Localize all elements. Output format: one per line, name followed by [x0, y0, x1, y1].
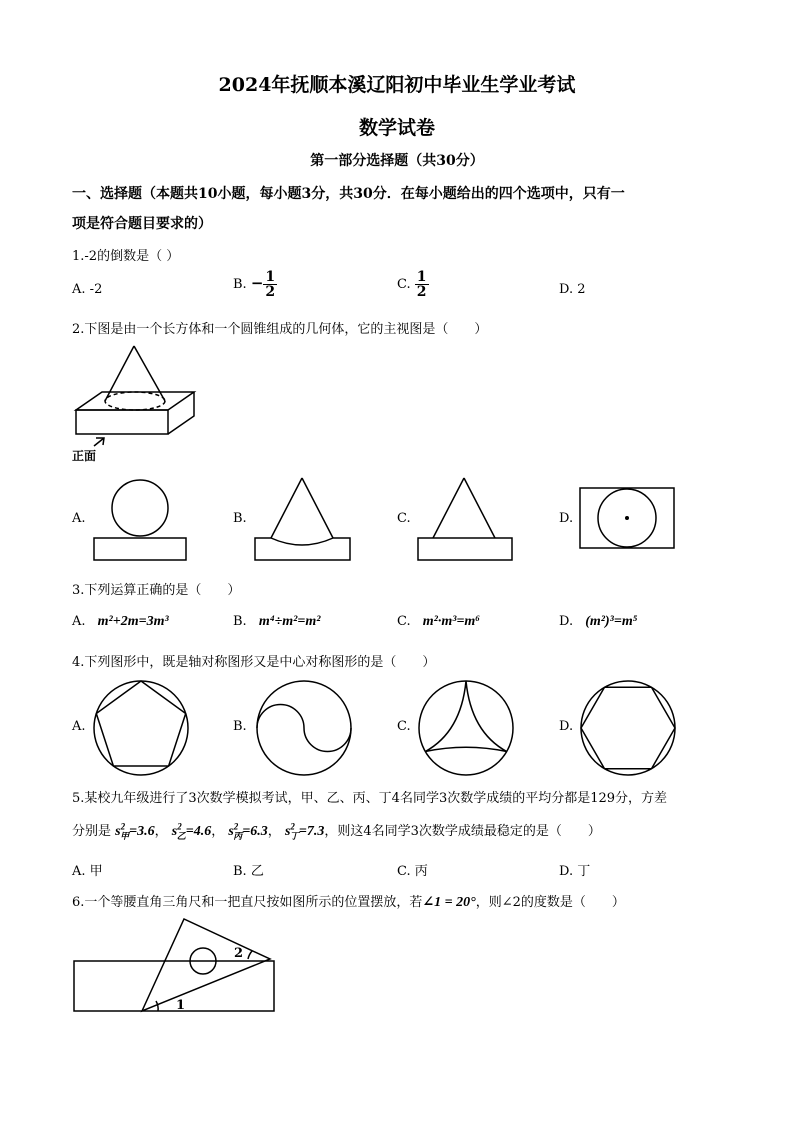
- q4-option-c-figure[interactable]: [416, 678, 516, 778]
- option-label: C.: [397, 614, 411, 629]
- variance-ding: $s^2_丁=7.3$: [284, 821, 325, 841]
- q1-stem: 1.-2的倒数是（ ）: [72, 249, 180, 264]
- q4-option-d-label[interactable]: D.: [559, 719, 574, 734]
- expression: m²+2m=3m³: [97, 614, 169, 629]
- front-view-label: 正面: [72, 449, 97, 463]
- q5-option-d[interactable]: D. 丁: [559, 864, 591, 879]
- q4-option-b-label[interactable]: B.: [233, 719, 247, 734]
- option-label: A.: [72, 282, 86, 297]
- expression: (m²)³=m⁵: [585, 614, 638, 629]
- q2-stem: 2.下图是由一个长方体和一个圆锥组成的几何体，它的主视图是（ ）: [72, 322, 488, 337]
- q2-option-d-figure[interactable]: [578, 486, 678, 552]
- section-instruction-line1: 一、选择题（本题共10小题，每小题3分，共30分．在每小题给出的四个选项中，只有一: [72, 186, 625, 202]
- q5-stem-line2: 分别是 $s^2_甲=3.6$， $s^2_乙=4.6$， $s^2_丙=6.3$， $s^2_丁=7.3$，则这4名同学3次数学成绩最稳定的是（ ）: [72, 821, 601, 841]
- exam-title: 2024年抚顺本溪辽阳初中毕业生学业考试: [218, 74, 576, 96]
- option-text: 2: [577, 282, 586, 297]
- q5-option-a[interactable]: A. 甲: [72, 864, 103, 879]
- q4-option-a-label[interactable]: A.: [72, 719, 86, 734]
- q4-option-a-figure[interactable]: [91, 678, 191, 778]
- q6-stem: 6.一个等腰直角三角尺和一把直尺按如图所示的位置摆放，若∠1 = 20°，则∠2的度数是（ ）: [72, 895, 625, 910]
- q2-option-d-label[interactable]: D.: [559, 511, 574, 526]
- q3-option-c[interactable]: [397, 614, 480, 630]
- q2-option-a-figure[interactable]: [92, 478, 188, 562]
- q5-option-b[interactable]: B. 乙: [233, 864, 264, 879]
- fraction: $\frac{1}{2}$: [416, 269, 427, 300]
- q2-option-a-label[interactable]: A.: [72, 511, 86, 526]
- exam-subtitle: 数学试卷: [358, 117, 435, 139]
- minus-sign: −: [250, 274, 264, 292]
- q3-stem: 3.下列运算正确的是（ ）: [72, 583, 241, 598]
- q2-option-b-label[interactable]: B.: [233, 511, 247, 526]
- q6-ruler-triangle-figure: [70, 915, 280, 1017]
- q4-option-b-figure[interactable]: [254, 678, 354, 778]
- q2-option-b-figure[interactable]: [253, 474, 353, 564]
- option-text: -2: [89, 282, 103, 297]
- expression: m⁴÷m²=m²: [258, 614, 321, 629]
- section-instruction-line2: 项是符合题目要求的）: [72, 216, 212, 232]
- angle-1-label: 1: [176, 998, 186, 1013]
- variance-bing: $s^2_丙=6.3$: [228, 821, 268, 841]
- q1-option-d[interactable]: [559, 282, 586, 297]
- q1-option-c[interactable]: [397, 270, 429, 299]
- q5-option-c[interactable]: C. 丙: [397, 864, 428, 879]
- expression: m²·m³=m⁶: [422, 614, 481, 629]
- q5-stem-line1: 5.某校九年级进行了3次数学模拟考试，甲、乙、丙、丁4名同学3次数学成绩的平均分都是129分，方差: [72, 791, 668, 806]
- q3-option-d[interactable]: [559, 614, 638, 630]
- angle-condition: ∠1 = 20°: [422, 895, 476, 910]
- q1-option-b[interactable]: [233, 270, 277, 299]
- q3-option-a[interactable]: [72, 614, 169, 630]
- variance-yi: $s^2_乙=4.6$: [171, 821, 212, 841]
- option-label: B.: [233, 614, 247, 629]
- q4-stem: 4.下列图形中，既是轴对称图形又是中心对称图形的是（ ）: [72, 655, 436, 670]
- q4-option-d-figure[interactable]: [578, 678, 678, 778]
- q3-option-b[interactable]: [233, 614, 320, 630]
- q4-option-c-label[interactable]: C.: [397, 719, 411, 734]
- option-label: C.: [397, 277, 411, 292]
- angle-2-label: 2: [234, 946, 244, 961]
- part-heading: 第一部分选择题（共30分）: [310, 153, 484, 169]
- option-label: D.: [559, 282, 574, 297]
- q2-option-c-label[interactable]: C.: [397, 511, 411, 526]
- q2-option-c-figure[interactable]: [416, 474, 516, 564]
- option-label: D.: [559, 614, 574, 629]
- variance-jia: $s^2_甲=3.6$: [115, 821, 155, 841]
- option-label: B.: [233, 277, 247, 292]
- q1-option-a[interactable]: [72, 282, 102, 297]
- fraction: $\frac{1}{2}$: [265, 269, 276, 300]
- option-label: A.: [72, 614, 86, 629]
